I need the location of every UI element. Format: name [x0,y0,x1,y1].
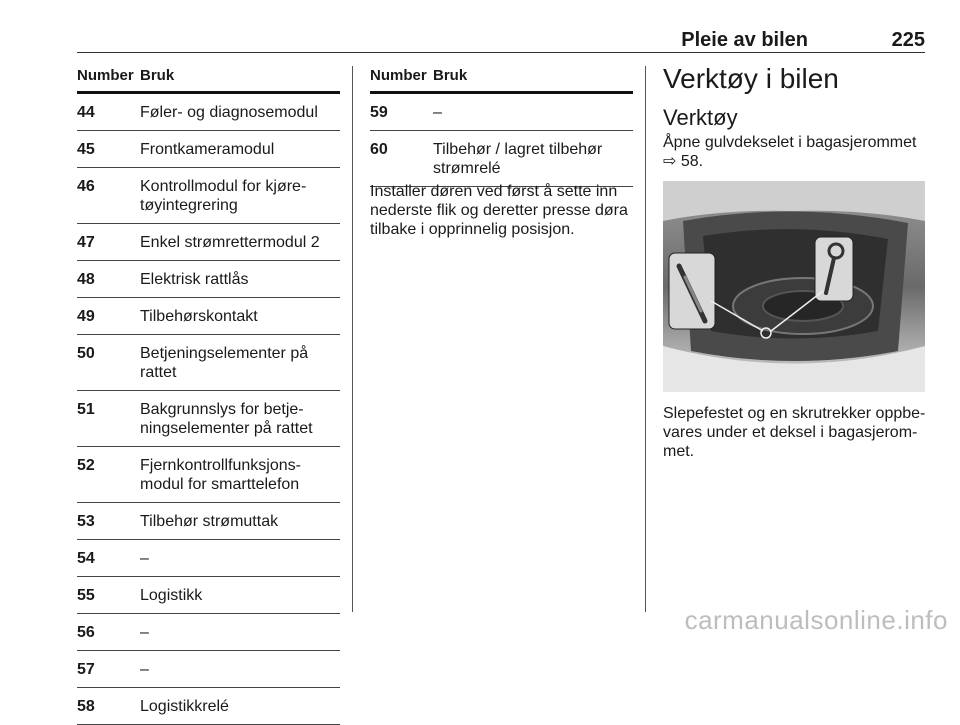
column-header-use: Bruk [140,67,175,84]
fuse-usage: Logistikkrelé [140,698,229,715]
column-header-number: Number [370,67,427,84]
table-header [370,66,633,94]
table-row [370,94,633,131]
photo-caption: Slepefestet og en skrutrekker oppbe- vares under et deksel i bagasjerom- met. [663,405,926,460]
fuse-table-1 [77,66,340,725]
fuse-usage: Tilbehør strømuttak [140,513,279,530]
table-header [77,66,340,94]
table-body [77,94,340,725]
fuse-usage: Betjeningselementer på rattet [140,345,309,381]
instruction-text: Åpne gulvdekselet i bagasjerommet ⇨ 58. [663,134,917,170]
fuse-number: 58 [77,698,95,715]
fuse-number: 44 [77,104,95,121]
fuse-number: 52 [77,457,95,474]
fuse-usage: Tilbehørskontakt [140,308,258,325]
fuse-number: 45 [77,141,95,158]
table-row [77,540,340,577]
fuse-usage: Enkel strømrettermodul 2 [140,234,320,251]
fuse-usage: Elektrisk rattlås [140,271,249,288]
fuse-usage: Frontkameramodul [140,141,275,158]
fuse-number: 47 [77,234,95,251]
fuse-number: 59 [370,104,388,121]
fuse-number: 49 [77,308,95,325]
page-number: 225 [891,29,925,51]
table-row [370,131,633,187]
fuse-usage: – [140,624,149,641]
column-header-number: Number [77,67,134,84]
column-divider [352,66,353,612]
table-row [77,261,340,298]
table-row [77,391,340,447]
fuse-usage: – [433,104,442,121]
install-instructions: Installer døren ved først å sette inn nederste flik og deretter presse døra tilbake i opprinnelig posisjon. [370,183,628,238]
fuse-table-2 [370,66,633,187]
fuse-usage: – [140,661,149,678]
fuse-number: 56 [77,624,95,641]
table-row [77,503,340,540]
fuse-number: 57 [77,661,95,678]
fuse-usage: Fjernkontrollfunksjons- modul for smarttelefon [140,457,301,493]
fuse-usage: Bakgrunnslys for betje- ningselementer på rattet [140,401,313,437]
table-row [77,447,340,503]
table-row [77,688,340,725]
fuse-usage: Tilbehør / lagret tilbehør strømrelé [433,141,603,177]
header-title: Pleie av bilen [681,29,808,51]
table-body [370,94,633,187]
fuse-number: 51 [77,401,95,418]
column-divider [645,66,646,612]
subsection-title: Verktøy [663,105,738,130]
table-row [77,298,340,335]
table-row [77,614,340,651]
fuse-number: 60 [370,141,388,158]
header-rule [77,52,925,53]
fuse-number: 46 [77,178,95,195]
fuse-usage: Kontrollmodul for kjøre- tøyintegrering [140,178,307,214]
table-row [77,94,340,131]
fuse-number: 53 [77,513,95,530]
fuse-usage: Logistikk [140,587,203,604]
column-header-use: Bruk [433,67,468,84]
fuse-number: 50 [77,345,95,362]
trunk-tools-photo [663,181,925,392]
fuse-number: 55 [77,587,95,604]
table-row [77,168,340,224]
fuse-usage: Føler- og diagnosemodul [140,104,318,121]
fuse-number: 48 [77,271,95,288]
section-title: Verktøy i bilen [663,63,839,94]
table-row [77,577,340,614]
watermark: carmanualsonline.info [684,605,948,635]
table-row [77,651,340,688]
table-row [77,131,340,168]
table-row [77,224,340,261]
table-row [77,335,340,391]
fuse-usage: – [140,550,149,567]
fuse-number: 54 [77,550,95,567]
